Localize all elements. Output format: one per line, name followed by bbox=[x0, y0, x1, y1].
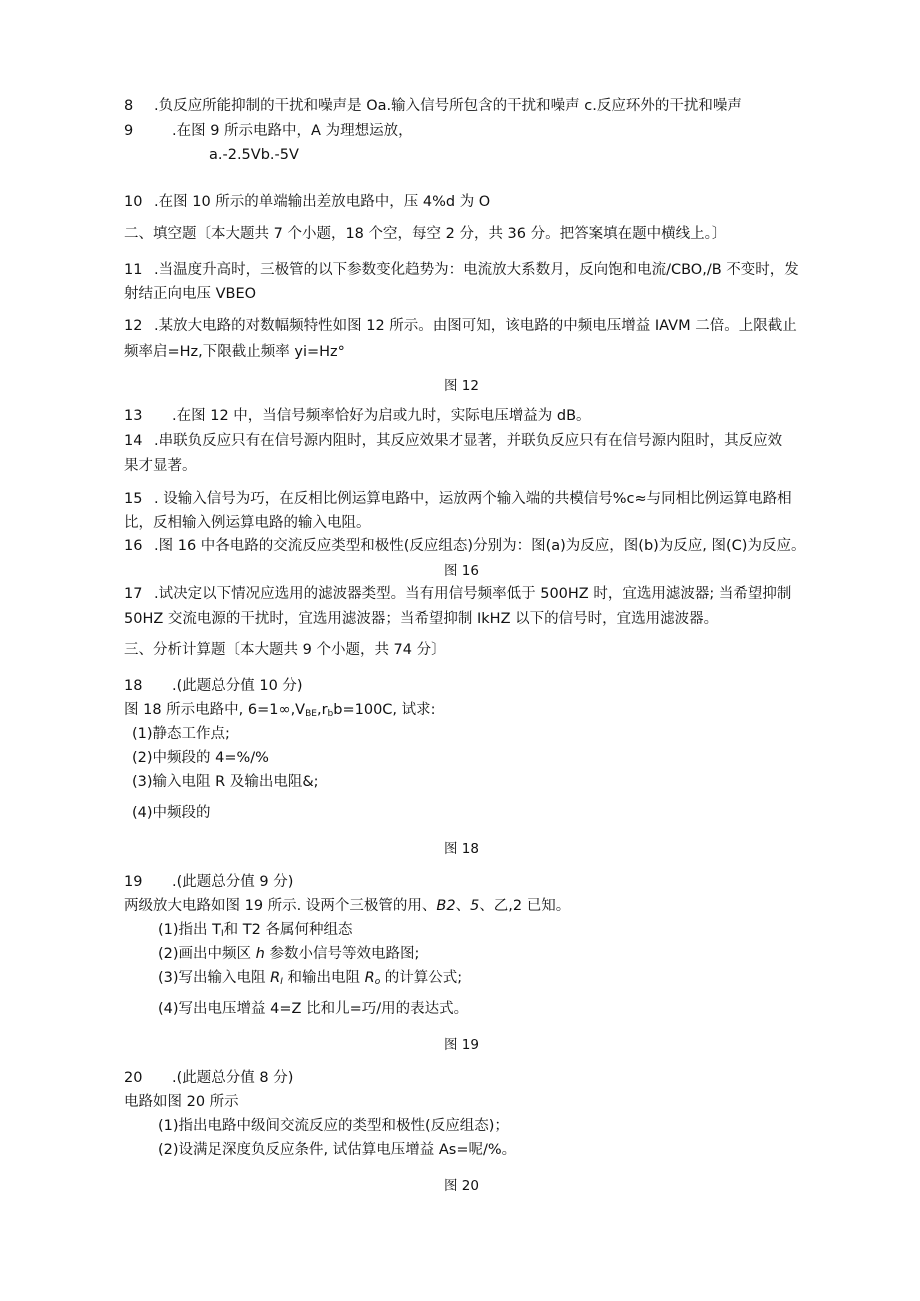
question-number: 13 bbox=[124, 408, 143, 424]
item-text: 和 T2 各属何种组态 bbox=[223, 922, 353, 938]
question-20 bbox=[124, 1068, 293, 1088]
question-text: .当温度升高时，三极管的以下参数变化趋势为：电流放大系数月，反向饱和电流/CBO,/B 不变时，发 bbox=[154, 262, 799, 278]
intro-text: 两级放大电路如图 19 所示. 设两个三极管的用、 bbox=[124, 898, 437, 914]
item-text: (2)画出中频区 bbox=[158, 946, 256, 962]
question-number: 20 bbox=[124, 1070, 143, 1086]
question-number: 19 bbox=[124, 874, 143, 890]
question-15-continued: 比，反相输入例运算电路的输入电阻。 bbox=[124, 515, 371, 531]
question-number: 10 bbox=[124, 194, 143, 210]
question-number: 8 bbox=[124, 98, 134, 114]
question-18-item-1: (1)静态工作点; bbox=[132, 726, 230, 742]
item-text: (1)指出 T bbox=[158, 922, 222, 938]
figure-12-caption: 图 12 bbox=[444, 378, 479, 394]
subscript: I bbox=[280, 977, 283, 987]
intro-text: 图 18 所示电路中, 6=1∞,V bbox=[124, 702, 306, 718]
question-18-item-4: (4)中频段的 bbox=[132, 805, 211, 821]
question-20-intro: 电路如图 20 所示 bbox=[124, 1094, 239, 1110]
figure-16-caption: 图 16 bbox=[444, 563, 479, 579]
figure-18-caption: 图 18 bbox=[444, 841, 479, 857]
question-number: 16 bbox=[124, 538, 143, 554]
question-text: .在图 10 所示的单端输出差放电路中，压 4%d 为 O bbox=[154, 194, 491, 210]
subscript: BE bbox=[305, 709, 317, 719]
intro-text: ,r bbox=[316, 702, 328, 718]
question-text: .串联负反应只有在信号源内阻时，其反应效果才显著，并联负反应只有在信号源内阻时，其反应效 bbox=[154, 433, 783, 449]
subscript: I bbox=[221, 929, 224, 939]
question-16 bbox=[124, 536, 805, 556]
section-heading-fill-blank: 二、填空题〔本大题共 7 个小题，18 个空，每空 2 分，共 36 分。把答案填在题中横线上。〕 bbox=[124, 226, 727, 242]
question-17-continued: 50HZ 交流电源的干扰时，宜选用滤波器；当希望抑制 IkHZ 以下的信号时，宜选用滤波器。 bbox=[124, 611, 719, 627]
question-18-item-3: (3)输入电阻 R 及输出电阻&; bbox=[132, 774, 319, 790]
item-text: 和输出电阻 bbox=[282, 970, 365, 986]
question-12-continued: 频率启=Hz,下限截止频率 yi=Hz° bbox=[124, 344, 345, 360]
question-14 bbox=[124, 431, 782, 451]
question-text: . 设输入信号为巧，在反相比例运算电路中，运放两个输入端的共模信号%c≈与同相比例运算电路相 bbox=[154, 491, 792, 507]
question-11-continued: 射结正向电压 VBEO bbox=[124, 286, 257, 302]
question-number: 18 bbox=[124, 678, 143, 694]
question-19 bbox=[124, 872, 293, 892]
intro-text: 、 bbox=[455, 898, 471, 914]
item-text: (3)写出输入电阻 bbox=[158, 970, 271, 986]
item-text: 参数小信号等效电路图; bbox=[264, 946, 420, 962]
question-text: .某放大电路的对数幅频特性如图 12 所示。由图可知，该电路的中频电压增益 IAVM 二倍。上限截止 bbox=[154, 318, 797, 334]
question-20-item-2: (2)设满足深度负反应条件, 试估算电压增益 As=呢/%。 bbox=[158, 1142, 517, 1158]
italic-symbol: h bbox=[255, 946, 265, 962]
italic-symbol: B2 bbox=[436, 898, 456, 914]
question-score: .(此题总分值 9 分) bbox=[172, 874, 294, 890]
question-number: 9 bbox=[124, 123, 134, 139]
question-number: 15 bbox=[124, 491, 143, 507]
question-19-item-1 bbox=[158, 920, 352, 944]
question-number: 11 bbox=[124, 262, 143, 278]
question-19-intro bbox=[124, 896, 570, 916]
question-score: .(此题总分值 10 分) bbox=[172, 678, 303, 694]
italic-symbol: 5 bbox=[470, 898, 480, 914]
section-heading-analysis: 三、分析计算题〔本大题共 9 个小题，共 74 分〕 bbox=[124, 642, 446, 658]
question-text: .在图 12 中，当信号频率恰好为启或九时，实际电压增益为 dB。 bbox=[172, 408, 591, 424]
question-12 bbox=[124, 316, 797, 336]
question-8 bbox=[124, 96, 742, 116]
question-text: .图 16 中各电路的交流反应类型和极性(反应组态)分别为：图(a)为反应，图(b)为反应, 图(C)为反应。 bbox=[154, 538, 806, 554]
subscript: o bbox=[374, 977, 381, 987]
question-9 bbox=[124, 121, 413, 141]
question-number: 17 bbox=[124, 586, 143, 602]
question-18-item-2: (2)中频段的 4=%/% bbox=[132, 750, 269, 766]
question-10 bbox=[124, 192, 490, 212]
question-text: .试决定以下情况应选用的滤波器类型。当有用信号频率低于 500HZ 时，宜选用滤波器; 当希望抑制 bbox=[154, 586, 792, 602]
question-14-continued: 果才显著。 bbox=[124, 458, 197, 474]
question-18-intro bbox=[124, 700, 436, 724]
question-number: 14 bbox=[124, 433, 143, 449]
question-18 bbox=[124, 676, 303, 696]
question-17 bbox=[124, 584, 791, 604]
question-score: .(此题总分值 8 分) bbox=[172, 1070, 294, 1086]
subscript: b bbox=[327, 709, 334, 719]
question-19-item-3 bbox=[158, 968, 462, 992]
question-13 bbox=[124, 406, 591, 426]
question-20-item-1: (1)指出电路中级间交流反应的类型和极性(反应组态)； bbox=[158, 1118, 509, 1134]
question-11 bbox=[124, 260, 799, 280]
intro-text: b=100C, 试求: bbox=[333, 702, 436, 718]
italic-symbol: R bbox=[270, 970, 281, 986]
italic-symbol: R bbox=[364, 970, 375, 986]
intro-text: 、乙,2 已知。 bbox=[479, 898, 571, 914]
item-text: 的计算公式; bbox=[380, 970, 463, 986]
figure-19-caption: 图 19 bbox=[444, 1037, 479, 1053]
question-9-options: a.-2.5Vb.-5V bbox=[209, 147, 299, 163]
question-number: 12 bbox=[124, 318, 143, 334]
question-19-item-4: (4)写出电压增益 4=Z 比和儿=巧/用的表达式。 bbox=[158, 1001, 469, 1017]
figure-20-caption: 图 20 bbox=[444, 1178, 479, 1194]
question-15 bbox=[124, 489, 792, 509]
question-text: .在图 9 所示电路中，A 为理想运放， bbox=[172, 123, 413, 139]
question-text: .负反应所能抑制的干扰和噪声是 Oa.输入信号所包含的干扰和噪声 c.反应环外的干扰和噪声 bbox=[154, 98, 742, 114]
question-19-item-2 bbox=[158, 944, 419, 964]
